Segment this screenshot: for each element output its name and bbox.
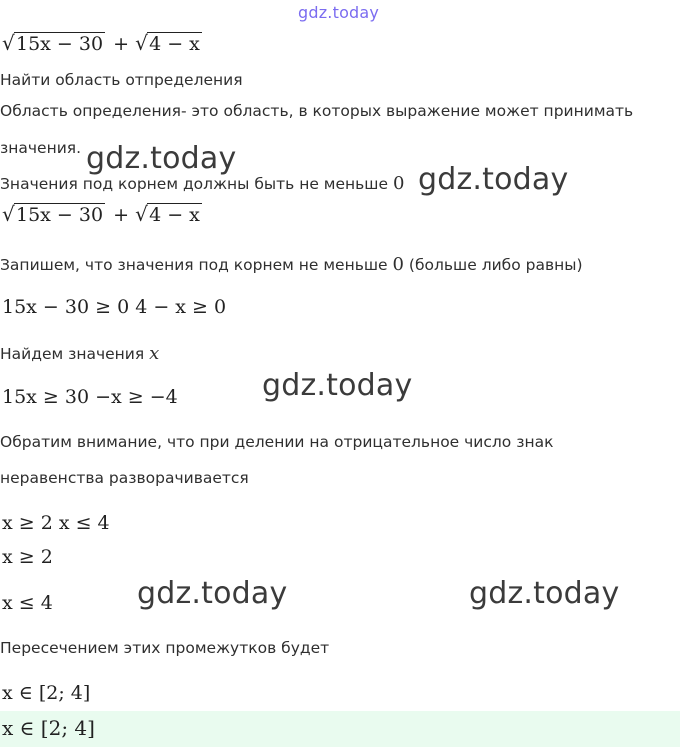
inequality-5: x ≤ 4: [2, 592, 53, 614]
sqrt-symbol: [2, 33, 105, 55]
radicand-1: 15x − 30: [16, 204, 104, 226]
inequality-system-1: 15x − 30 ≥ 0 4 − x ≥ 0: [2, 296, 227, 318]
radicand-2: 4 − x: [149, 204, 200, 226]
sqrt-symbol: [135, 33, 202, 55]
note-line-2: неравенства разворачивается: [0, 469, 249, 487]
watermark: gdz.today: [262, 368, 413, 403]
x-variable: x: [149, 343, 160, 364]
plus-sign: +: [113, 33, 130, 55]
sqrt-symbol: [135, 204, 202, 226]
intersection-text: Пересечением этих промежутков будет: [0, 639, 330, 657]
radicand-2: 4 − x: [149, 33, 200, 55]
write-inequality-tail: (больше либо равны): [408, 256, 583, 274]
find-x-text: [0, 343, 159, 364]
expression-line: [2, 33, 204, 55]
find-x-label: Найдем значения: [0, 345, 145, 363]
zero-value: 0: [392, 173, 405, 194]
inequality-system-3: x ≥ 2 x ≤ 4: [2, 512, 110, 534]
watermark: gdz.today: [137, 576, 288, 611]
result-line: x ∈ [2; 4]: [2, 682, 91, 704]
radicand-1: 15x − 30: [16, 33, 104, 55]
heading-find-domain: Найти область отпределения: [0, 71, 243, 89]
answer-result: x ∈ [2; 4]: [2, 716, 95, 740]
write-inequality-text: [0, 254, 583, 275]
inequality-system-2: 15x ≥ 30 −x ≥ −4: [2, 386, 178, 408]
under-root-label: Значения под корнем должны быть не меньше: [0, 175, 389, 193]
inequality-4: x ≥ 2: [2, 546, 53, 568]
write-inequality-label: Запишем, что значения под корнем не меньше: [0, 256, 388, 274]
domain-definition-line-1: Область определения- это область, в которых выражение может принимать: [0, 102, 634, 120]
zero-value: 0: [392, 254, 404, 275]
plus-sign: +: [113, 204, 130, 226]
under-root-text: [0, 173, 404, 194]
watermark: gdz.today: [469, 576, 620, 611]
domain-definition-line-2: значения.: [0, 139, 82, 157]
note-line-1: Обратим внимание, что при делении на отрицательное число знак: [0, 433, 554, 451]
watermark: gdz.today: [418, 162, 569, 197]
sqrt-symbol: [2, 204, 105, 226]
answer-highlight: [0, 711, 680, 747]
watermark: gdz.today: [86, 141, 237, 176]
watermark-top: gdz.today: [298, 3, 380, 22]
expression-line-repeat: [2, 204, 204, 226]
